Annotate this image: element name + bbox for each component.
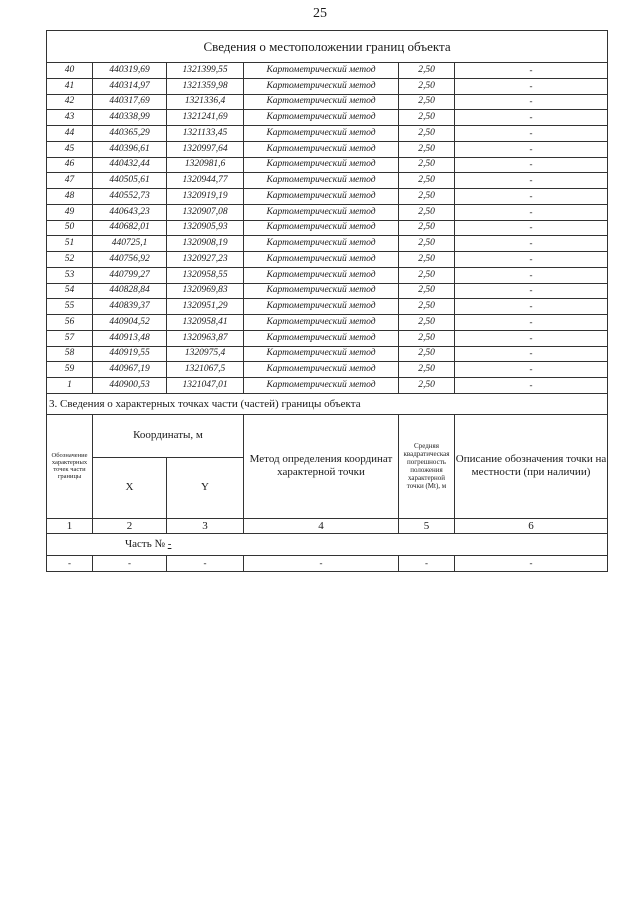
empty-cell: - <box>399 555 455 571</box>
table-row <box>47 315 608 331</box>
empty-cell: - <box>167 555 244 571</box>
header-coords: Координаты, м <box>93 414 244 457</box>
header-description: Описание обозначения точки на местности (при наличии) <box>455 414 608 518</box>
method-cell: Картометрический метод <box>244 267 399 283</box>
coord-x-cell: 440904,52 <box>93 315 167 331</box>
coord-x-cell: 440365,29 <box>93 126 167 142</box>
coord-x-cell: 440317,69 <box>93 94 167 110</box>
method-cell: Картометрический метод <box>244 315 399 331</box>
method-cell: Картометрический метод <box>244 299 399 315</box>
accuracy-cell: 2,50 <box>399 110 455 126</box>
accuracy-cell: 2,50 <box>399 63 455 79</box>
method-cell: Картометрический метод <box>244 252 399 268</box>
description-cell: - <box>455 78 608 94</box>
coord-y-cell: 1320944,77 <box>167 173 244 189</box>
description-cell: - <box>455 236 608 252</box>
accuracy-cell: 2,50 <box>399 378 455 394</box>
point-number-cell: 50 <box>47 220 93 236</box>
section3-header-row-1 <box>47 414 608 457</box>
coord-y-cell: 1321067,5 <box>167 362 244 378</box>
method-cell: Картометрический метод <box>244 362 399 378</box>
point-number-cell: 40 <box>47 63 93 79</box>
description-cell: - <box>455 330 608 346</box>
table-row <box>47 299 608 315</box>
description-cell: - <box>455 378 608 394</box>
table-row <box>47 157 608 173</box>
method-cell: Картометрический метод <box>244 378 399 394</box>
coord-x-cell: 440919,55 <box>93 346 167 362</box>
boundary-table <box>46 30 608 572</box>
description-cell: - <box>455 173 608 189</box>
point-number-cell: 53 <box>47 267 93 283</box>
method-cell: Картометрический метод <box>244 63 399 79</box>
accuracy-cell: 2,50 <box>399 157 455 173</box>
description-cell: - <box>455 189 608 205</box>
header-method: Метод определения координат характерной точки <box>244 414 399 518</box>
method-cell: Картометрический метод <box>244 78 399 94</box>
table-row <box>47 110 608 126</box>
table-row <box>47 346 608 362</box>
column-numbers-row <box>47 518 608 533</box>
description-cell: - <box>455 362 608 378</box>
description-cell: - <box>455 346 608 362</box>
empty-cell: - <box>244 555 399 571</box>
point-number-cell: 52 <box>47 252 93 268</box>
accuracy-cell: 2,50 <box>399 220 455 236</box>
table-row <box>47 236 608 252</box>
part-value: - <box>167 538 172 551</box>
description-cell: - <box>455 63 608 79</box>
method-cell: Картометрический метод <box>244 141 399 157</box>
accuracy-cell: 2,50 <box>399 346 455 362</box>
point-number-cell: 46 <box>47 157 93 173</box>
table-row <box>47 78 608 94</box>
point-number-cell: 56 <box>47 315 93 331</box>
empty-cell: - <box>93 555 167 571</box>
point-number-cell: 41 <box>47 78 93 94</box>
coord-x-cell: 440314,97 <box>93 78 167 94</box>
table-row <box>47 126 608 142</box>
coord-x-cell: 440338,99 <box>93 110 167 126</box>
description-cell: - <box>455 315 608 331</box>
table-row <box>47 204 608 220</box>
accuracy-cell: 2,50 <box>399 330 455 346</box>
empty-cell: - <box>455 555 608 571</box>
column-number: 2 <box>93 518 167 533</box>
description-cell: - <box>455 141 608 157</box>
section3-title-row <box>47 393 608 414</box>
accuracy-cell: 2,50 <box>399 126 455 142</box>
table-row <box>47 252 608 268</box>
header-x: X <box>93 457 167 518</box>
point-number-cell: 55 <box>47 299 93 315</box>
method-cell: Картометрический метод <box>244 189 399 205</box>
table-row <box>47 94 608 110</box>
coord-y-cell: 1321359,98 <box>167 78 244 94</box>
method-cell: Картометрический метод <box>244 236 399 252</box>
point-number-cell: 54 <box>47 283 93 299</box>
point-number-cell: 49 <box>47 204 93 220</box>
empty-cell: - <box>47 555 93 571</box>
description-cell: - <box>455 267 608 283</box>
coord-y-cell: 1320908,19 <box>167 236 244 252</box>
accuracy-cell: 2,50 <box>399 204 455 220</box>
description-cell: - <box>455 94 608 110</box>
coord-x-cell: 440725,1 <box>93 236 167 252</box>
coord-y-cell: 1320969,83 <box>167 283 244 299</box>
header-accuracy: Средняя квадратическая погрешность положения характерной точки (Mt), м <box>399 414 455 518</box>
column-number: 3 <box>167 518 244 533</box>
coord-x-cell: 440319,69 <box>93 63 167 79</box>
accuracy-cell: 2,50 <box>399 189 455 205</box>
table-row <box>47 362 608 378</box>
point-number-cell: 45 <box>47 141 93 157</box>
coord-y-cell: 1320907,08 <box>167 204 244 220</box>
table-row <box>47 267 608 283</box>
page-number: 25 <box>313 6 327 21</box>
coord-x-cell: 440432,44 <box>93 157 167 173</box>
accuracy-cell: 2,50 <box>399 283 455 299</box>
coord-x-cell: 440505,61 <box>93 173 167 189</box>
description-cell: - <box>455 252 608 268</box>
method-cell: Картометрический метод <box>244 330 399 346</box>
coord-x-cell: 440756,92 <box>93 252 167 268</box>
section-title: Сведения о местоположении границ объекта <box>47 31 608 63</box>
description-cell: - <box>455 157 608 173</box>
coord-y-cell: 1320958,55 <box>167 267 244 283</box>
coord-x-cell: 440839,37 <box>93 299 167 315</box>
accuracy-cell: 2,50 <box>399 173 455 189</box>
empty-row <box>47 555 608 571</box>
table-row <box>47 283 608 299</box>
coord-y-cell: 1320951,29 <box>167 299 244 315</box>
table-row <box>47 330 608 346</box>
method-cell: Картометрический метод <box>244 110 399 126</box>
coord-x-cell: 440828,84 <box>93 283 167 299</box>
table-row <box>47 63 608 79</box>
accuracy-cell: 2,50 <box>399 267 455 283</box>
header-point-label: Обозначение характерных точек части границы <box>47 414 93 518</box>
column-number: 5 <box>399 518 455 533</box>
method-cell: Картометрический метод <box>244 220 399 236</box>
accuracy-cell: 2,50 <box>399 299 455 315</box>
accuracy-cell: 2,50 <box>399 94 455 110</box>
coord-x-cell: 440799,27 <box>93 267 167 283</box>
coord-x-cell: 440552,73 <box>93 189 167 205</box>
coord-y-cell: 1320927,23 <box>167 252 244 268</box>
method-cell: Картометрический метод <box>244 173 399 189</box>
method-cell: Картометрический метод <box>244 157 399 173</box>
method-cell: Картометрический метод <box>244 126 399 142</box>
table-row <box>47 378 608 394</box>
column-number: 1 <box>47 518 93 533</box>
method-cell: Картометрический метод <box>244 346 399 362</box>
table-row <box>47 189 608 205</box>
column-number: 6 <box>455 518 608 533</box>
point-number-cell: 48 <box>47 189 93 205</box>
method-cell: Картометрический метод <box>244 204 399 220</box>
coord-x-cell: 440967,19 <box>93 362 167 378</box>
coord-y-cell: 1320963,87 <box>167 330 244 346</box>
column-number: 4 <box>244 518 399 533</box>
point-number-cell: 51 <box>47 236 93 252</box>
table-row <box>47 173 608 189</box>
description-cell: - <box>455 220 608 236</box>
accuracy-cell: 2,50 <box>399 236 455 252</box>
section-title-row <box>47 31 608 63</box>
description-cell: - <box>455 283 608 299</box>
table-row <box>47 220 608 236</box>
coord-x-cell: 440643,23 <box>93 204 167 220</box>
accuracy-cell: 2,50 <box>399 78 455 94</box>
part-label: Часть № <box>125 538 165 551</box>
point-number-cell: 59 <box>47 362 93 378</box>
description-cell: - <box>455 126 608 142</box>
point-number-cell: 42 <box>47 94 93 110</box>
accuracy-cell: 2,50 <box>399 252 455 268</box>
accuracy-cell: 2,50 <box>399 362 455 378</box>
coord-y-cell: 1320981,6 <box>167 157 244 173</box>
coord-y-cell: 1320975,4 <box>167 346 244 362</box>
point-number-cell: 47 <box>47 173 93 189</box>
coord-x-cell: 440913,48 <box>93 330 167 346</box>
coord-y-cell: 1320905,93 <box>167 220 244 236</box>
point-number-cell: 44 <box>47 126 93 142</box>
method-cell: Картометрический метод <box>244 94 399 110</box>
coord-x-cell: 440682,01 <box>93 220 167 236</box>
point-number-cell: 43 <box>47 110 93 126</box>
coord-y-cell: 1321399,55 <box>167 63 244 79</box>
point-number-cell: 58 <box>47 346 93 362</box>
header-y: Y <box>167 457 244 518</box>
coord-y-cell: 1321241,69 <box>167 110 244 126</box>
description-cell: - <box>455 110 608 126</box>
method-cell: Картометрический метод <box>244 283 399 299</box>
coord-x-cell: 440396,61 <box>93 141 167 157</box>
coord-y-cell: 1320997,64 <box>167 141 244 157</box>
coord-y-cell: 1321133,45 <box>167 126 244 142</box>
description-cell: - <box>455 299 608 315</box>
point-number-cell: 57 <box>47 330 93 346</box>
coord-y-cell: 1321336,4 <box>167 94 244 110</box>
coord-x-cell: 440900,53 <box>93 378 167 394</box>
part-cell <box>47 533 608 555</box>
coord-y-cell: 1321047,01 <box>167 378 244 394</box>
part-row <box>47 533 608 555</box>
section3-title: 3. Сведения о характерных точках части (частей) границы объекта <box>47 393 608 414</box>
coord-y-cell: 1320919,19 <box>167 189 244 205</box>
table-row <box>47 141 608 157</box>
coord-y-cell: 1320958,41 <box>167 315 244 331</box>
accuracy-cell: 2,50 <box>399 315 455 331</box>
description-cell: - <box>455 204 608 220</box>
accuracy-cell: 2,50 <box>399 141 455 157</box>
point-number-cell: 1 <box>47 378 93 394</box>
